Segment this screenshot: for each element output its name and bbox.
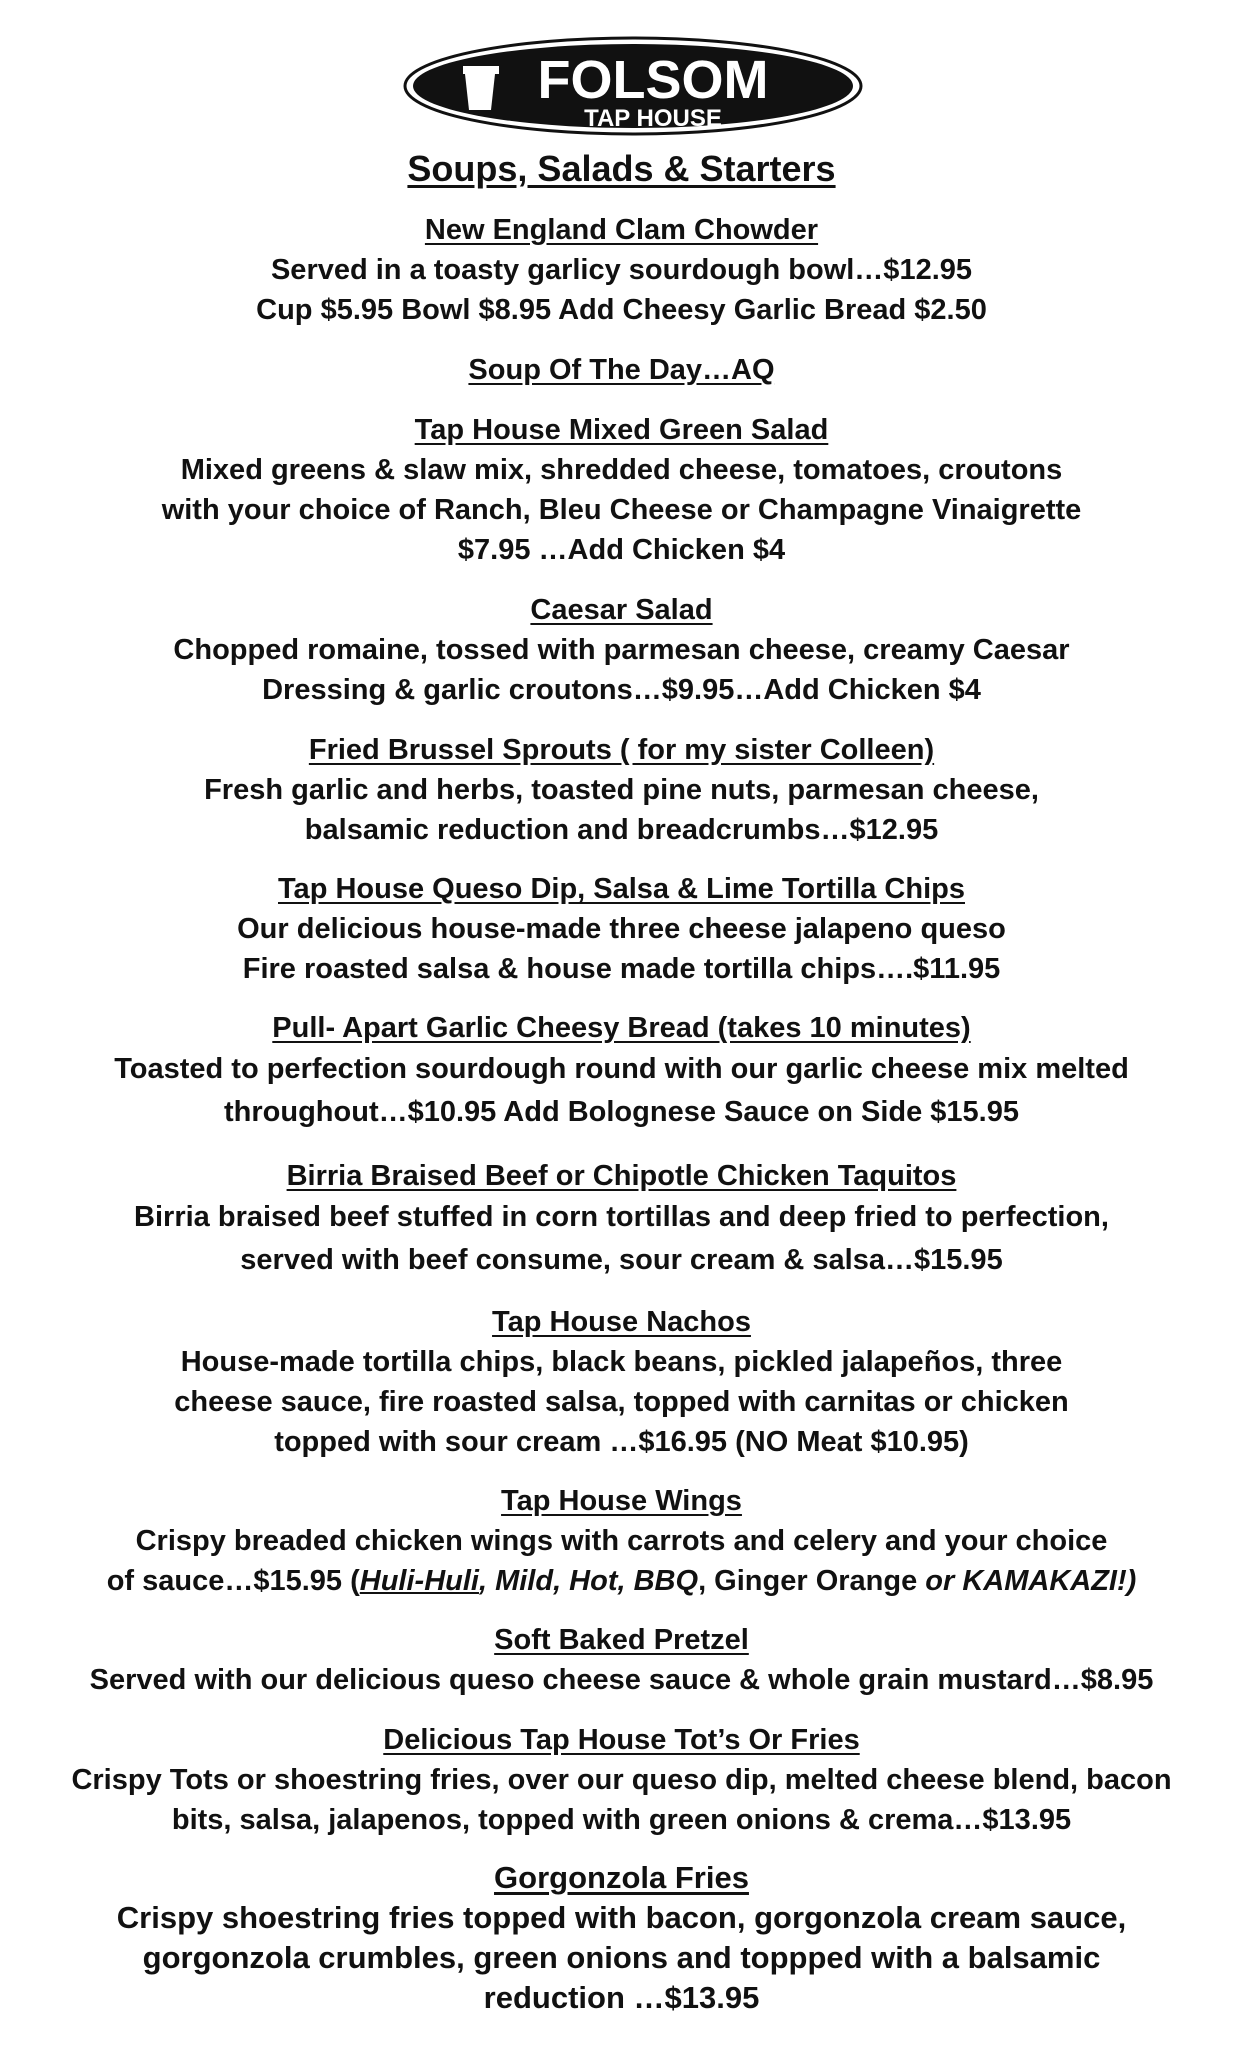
item-desc: Cup $5.95 Bowl $8.95 Add Cheesy Garlic Bread $2.50 bbox=[256, 294, 987, 326]
menu-item-caesar-salad bbox=[0, 590, 1243, 710]
item-name: New England Clam Chowder bbox=[424, 214, 819, 246]
item-name: Pull- Apart Garlic Cheesy Bread (takes 10 minutes) bbox=[272, 1012, 971, 1044]
sauce-list: , Mild, Hot, BBQ bbox=[478, 1565, 699, 1597]
item-name: Birria Braised Beef or Chipotle Chicken Taquitos bbox=[286, 1160, 957, 1192]
item-desc: with your choice of Ranch, Bleu Cheese or Champagne Vinaigrette bbox=[161, 494, 1082, 526]
item-desc: balsamic reduction and breadcrumbs…$12.95 bbox=[304, 814, 939, 846]
item-desc: Chopped romaine, tossed with parmesan cheese, creamy Caesar bbox=[173, 634, 1070, 666]
menu-item-taquitos bbox=[0, 1156, 1243, 1282]
menu-item-gorgonzola-fries bbox=[0, 1858, 1243, 2018]
menu-item-green-salad bbox=[0, 410, 1243, 570]
item-desc: Birria braised beef stuffed in corn tortillas and deep fried to perfection, bbox=[134, 1201, 1109, 1233]
sauce-huli-huli: Huli-Huli bbox=[359, 1565, 479, 1597]
item-desc: cheese sauce, fire roasted salsa, topped with carnitas or chicken bbox=[174, 1386, 1069, 1418]
item-desc: bits, salsa, jalapenos, topped with green onions & crema…$13.95 bbox=[171, 1804, 1072, 1836]
section-title: Soups, Salads & Starters bbox=[407, 148, 836, 189]
item-desc: throughout…$10.95 Add Bolognese Sauce on Side $15.95 bbox=[224, 1096, 1019, 1128]
item-desc: served with beef consume, sour cream & salsa…$15.95 bbox=[240, 1244, 1003, 1276]
item-name: Tap House Wings bbox=[501, 1485, 742, 1517]
menu-item-chowder bbox=[0, 210, 1243, 330]
item-desc: Our delicious house-made three cheese jalapeno queso bbox=[237, 913, 1006, 945]
item-desc: topped with sour cream …$16.95 (NO Meat $10.95) bbox=[274, 1426, 969, 1458]
item-desc: Fire roasted salsa & house made tortilla chips….$11.95 bbox=[242, 953, 1001, 985]
item-desc: Served in a toasty garlicy sourdough bowl…$12.95 bbox=[270, 254, 973, 286]
item-desc: Crispy Tots or shoestring fries, over our queso dip, melted cheese blend, bacon bbox=[71, 1764, 1172, 1796]
item-desc: Served with our delicious queso cheese sauce & whole grain mustard…$8.95 bbox=[89, 1664, 1154, 1696]
item-desc-sauces bbox=[0, 1561, 1243, 1601]
menu-item-nachos bbox=[0, 1302, 1243, 1462]
item-desc: reduction …$13.95 bbox=[483, 1980, 760, 2015]
item-desc: $7.95 …Add Chicken $4 bbox=[457, 534, 786, 566]
item-name: Soft Baked Pretzel bbox=[494, 1624, 749, 1656]
item-desc: House-made tortilla chips, black beans, pickled jalapeños, three bbox=[180, 1346, 1063, 1378]
item-name: Caesar Salad bbox=[530, 594, 713, 626]
item-desc: Toasted to perfection sourdough round with our garlic cheese mix melted bbox=[114, 1053, 1129, 1085]
sauce-kamakazi: or KAMAKAZI!) bbox=[925, 1565, 1137, 1597]
item-name: Tap House Mixed Green Salad bbox=[414, 414, 829, 446]
menu-item-garlic-bread bbox=[0, 1008, 1243, 1134]
sauce-prefix: of sauce…$15.95 ( bbox=[106, 1565, 360, 1597]
logo-name: FOLSOM bbox=[537, 50, 769, 110]
menu-item-pretzel bbox=[0, 1620, 1243, 1700]
item-desc: Crispy breaded chicken wings with carrots and celery and your choice bbox=[135, 1525, 1108, 1557]
folsom-tap-house-logo bbox=[403, 36, 863, 136]
menu-item-brussel-sprouts bbox=[0, 730, 1243, 850]
item-desc: gorgonzola crumbles, green onions and toppped with a balsamic bbox=[142, 1940, 1101, 1975]
menu-item-wings bbox=[0, 1481, 1243, 1601]
item-name: Tap House Queso Dip, Salsa & Lime Tortilla Chips bbox=[278, 873, 965, 905]
item-desc: Dressing & garlic croutons…$9.95…Add Chicken $4 bbox=[262, 674, 981, 706]
item-desc: Fresh garlic and herbs, toasted pine nuts, parmesan cheese, bbox=[204, 774, 1039, 806]
item-name: Gorgonzola Fries bbox=[494, 1860, 749, 1895]
item-name: Delicious Tap House Tot’s Or Fries bbox=[383, 1724, 860, 1756]
menu-item-soup-of-the-day bbox=[0, 350, 1243, 390]
item-name: Soup Of The Day…AQ bbox=[468, 354, 775, 386]
item-desc: Crispy shoestring fries topped with bacon, gorgonzola cream sauce, bbox=[116, 1900, 1127, 1935]
sauce-ginger-orange: , Ginger Orange bbox=[698, 1565, 926, 1597]
item-name: Tap House Nachos bbox=[492, 1306, 751, 1338]
item-name: Fried Brussel Sprouts ( for my sister Colleen) bbox=[308, 734, 935, 766]
item-desc: Mixed greens & slaw mix, shredded cheese, tomatoes, croutons bbox=[180, 454, 1063, 486]
menu-item-tots-fries bbox=[0, 1720, 1243, 1840]
menu-item-queso-dip bbox=[0, 869, 1243, 989]
logo-sub: TAP HOUSE bbox=[584, 105, 722, 132]
